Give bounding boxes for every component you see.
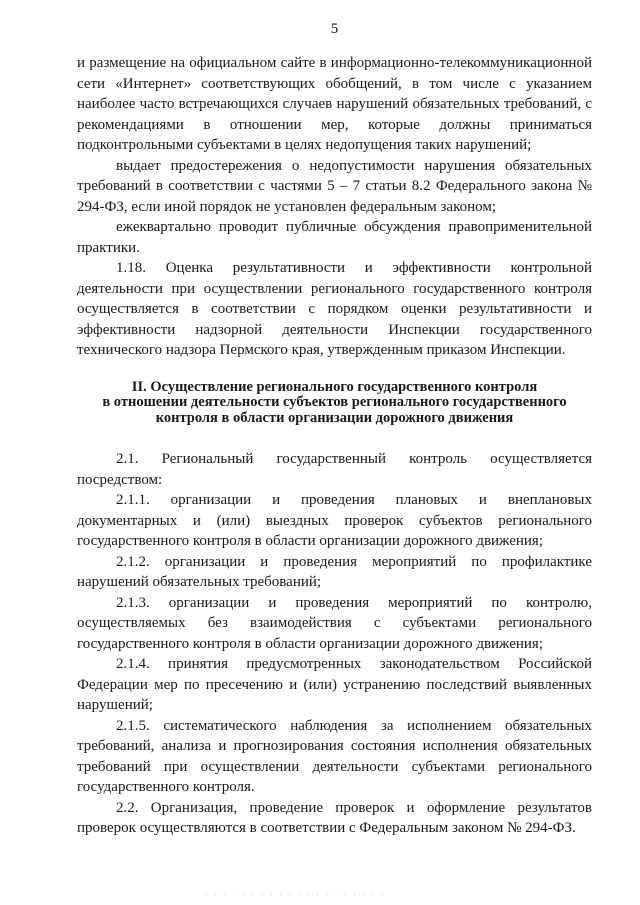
paragraph-2-2: 2.2. Организация, проведение проверок и оформление результатов проверок осуществляются в соответствии с Федеральным законом № 294-ФЗ.	[77, 799, 592, 836]
section-2-body	[77, 449, 592, 839]
section-1-continuation	[77, 53, 592, 361]
page-number: 5	[330, 21, 339, 37]
paragraph-1-18-evaluation: 1.18. Оценка результативности и эффективности контрольной деятельности при осуществлении регионального государственного контроля осуществляется в соответствии с порядком оценки результативности и эффективности надзорной деятельности Инспекции государственного технического надзора Пермского края, утвержденным приказом Инспекции.	[77, 260, 592, 358]
paragraph-public-discussions: ежеквартально проводит публичные обсуждения правоприменительной практики.	[77, 219, 592, 256]
paragraph-warnings: выдает предостережения о недопустимости нарушения обязательных требований в соответствии с частями 5 – 7 статьи 8.2 Федерального закона № 294-ФЗ, если иной порядок не установлен федеральным законом;	[77, 157, 592, 215]
paragraph-2-1: 2.1. Региональный государственный контроль осуществляется посредством:	[77, 451, 592, 488]
section-heading-line: в отношении деятельности субъектов регионального государственного	[102, 394, 567, 410]
section-heading	[77, 380, 592, 427]
paragraph-2-1-2: 2.1.2. организации и проведения мероприятий по профилактике нарушений обязательных требований;	[77, 553, 592, 590]
scan-artifact-dots: · · · · · · · · · · · · · · · · · · · ·	[205, 889, 386, 899]
paragraph-2-1-5: 2.1.5. систематического наблюдения за исполнением обязательных требований, анализа и прогнозирования состояния исполнения обязательных требований при осуществлении деятельности субъектами регионального государственного контроля.	[77, 717, 592, 795]
paragraph-2-1-1: 2.1.1. организации и проведения плановых и внеплановых документарных и (или) выездных проверок субъектов регионального государственного контроля в области организации дорожного движения;	[77, 492, 592, 549]
paragraph-2-1-3: 2.1.3. организации и проведения мероприятий по контролю, осуществляемых без взаимодействия с субъектами регионального государственного контроля в области организации дорожного движения;	[77, 594, 592, 652]
paragraph-publication: и размещение на официальном сайте в информационно-телекоммуникационной сети «Интернет» соответствующих обобщений, в том числе с указанием наиболее часто встречающихся случаев нарушений обязательных требований, с рекомендациями в отношении мер, которые должны приниматься подконтрольными субъектами в целях недопущения таких нарушений;	[77, 55, 592, 153]
section-heading-line: II. Осуществление регионального государственного контроля	[131, 378, 538, 395]
section-heading-line: контроля в области организации дорожного движения	[155, 409, 514, 426]
paragraph-2-1-4: 2.1.4. принятия предусмотренных законодательством Российской Федерации мер по пресечению и (или) устранению последствий выявленных нарушений;	[77, 656, 592, 713]
